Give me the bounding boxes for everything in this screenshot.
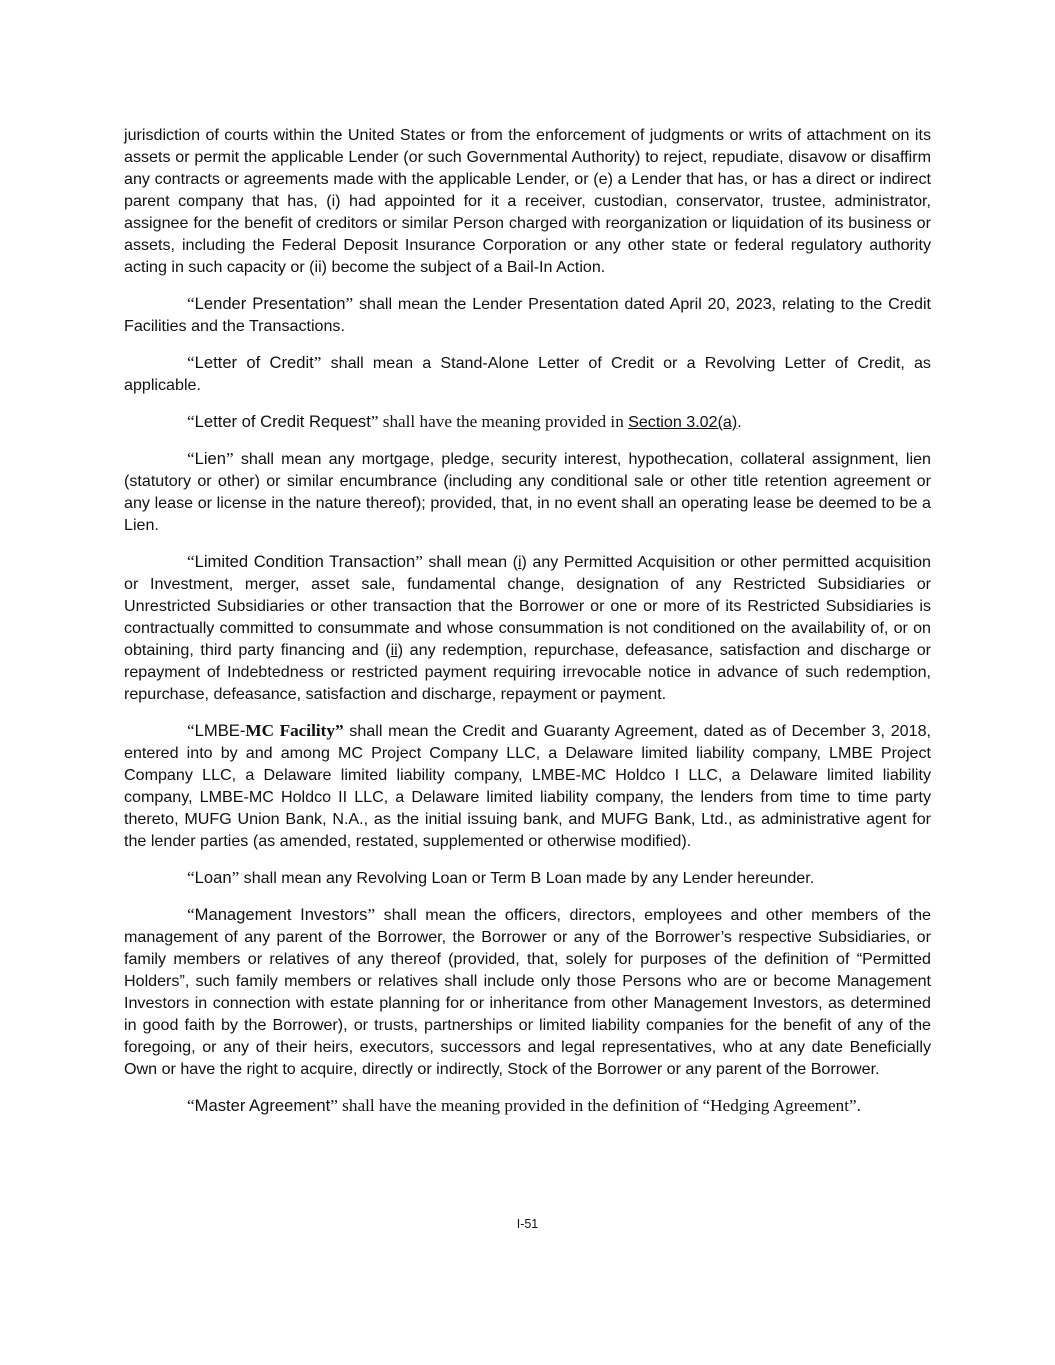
- defined-term: Lien: [194, 449, 227, 468]
- definition-lien: [124, 448, 931, 536]
- open-quote: “: [187, 1096, 195, 1115]
- page-number: I-51: [516, 1217, 539, 1231]
- clause-marker-ii: ii: [390, 641, 398, 659]
- definition-management-investors: [124, 904, 931, 1080]
- definition-text: shall mean the Lender Presentation dated April 20, 2023, relating to the Credit Facilities and the Transactions.: [124, 295, 931, 335]
- definition-text: shall mean the officers, directors, employees and other members of the management of any parent of the Borrower, the Borrower or any of the Borrower’s respective Subsidiaries, or family members or relatives of any thereof (provided, that, solely for purposes of the definition of “Permitted Holders”, such family members or relatives shall include only those Persons who are or become Management Investors in connection with estate planning for or inheritance from other Management Investors, as determined in good faith by the Borrower), or trusts, partnerships or limited liability companies for the benefit of any of the foregoing, or any of their heirs, executors, successors and legal representatives, who at any date Beneficially Own or have the right to acquire, directly or indirectly, Stock of the Borrower or any parent of the Borrower.: [124, 906, 931, 1078]
- defined-term: Limited Condition Transaction: [194, 552, 416, 571]
- definition-text: shall mean (: [422, 553, 518, 571]
- defined-term: Lender Presentation: [194, 294, 346, 313]
- definition-text: shall mean a Stand-Alone Letter of Credit or a Revolving Letter of Credit, as applicable.: [124, 354, 931, 394]
- close-quote: ”: [334, 721, 344, 740]
- section-reference-link[interactable]: Section 3.02(a): [628, 413, 738, 431]
- defined-term: Management Investors: [194, 905, 368, 924]
- open-quote: “: [187, 412, 195, 431]
- close-quote: ”: [313, 353, 322, 372]
- definition-text: ) any redemption, repurchase, defeasance, satisfaction and discharge or repayment of Indebtedness or restricted payment requiring irrevocable notice in advance of such redemption, repurchase, defeasance, satisfaction and discharge, repayment or payment.: [124, 641, 931, 703]
- defined-term-suffix: MC Facility: [245, 721, 335, 740]
- definition-lmbe-mc-facility: [124, 720, 931, 852]
- open-quote: “: [187, 294, 195, 313]
- open-quote: “: [187, 868, 195, 887]
- open-quote: “: [187, 905, 195, 924]
- close-quote: ”: [330, 1096, 338, 1115]
- definition-text: shall mean any mortgage, pledge, security interest, hypothecation, collateral assignment, lien (statutory or other) or similar encumbrance (including any conditional sale or other title retention agreement or any lease or license in the nature thereof); provided, that, in no event shall an operating lease be deemed to be a Lien.: [124, 450, 931, 534]
- close-quote: ”: [367, 905, 376, 924]
- close-quote: ”: [370, 412, 379, 431]
- open-quote: “: [187, 449, 195, 468]
- defined-term: Master Agreement: [194, 1096, 331, 1115]
- open-quote: “: [187, 353, 195, 372]
- close-quote: ”: [345, 294, 354, 313]
- definition-text: shall have the meaning provided in the definition of “Hedging Agreement”.: [337, 1096, 861, 1115]
- definition-letter-of-credit: [124, 352, 931, 396]
- definition-text: ) any Permitted Acquisition or other permitted acquisition or Investment, merger, asset sale, fundamental change, designation of any Restricted Subsidiaries or Unrestricted Subsidiaries or other transaction that the Borrower or one or more of its Restricted Subsidiaries is contractually committed to consummate and whose consummation is not conditioned on the availability of, or on obtaining, third party financing and (: [124, 553, 931, 659]
- definition-text: shall have the meaning provided in: [378, 412, 629, 431]
- definition-text: shall mean the Credit and Guaranty Agreement, dated as of December 3, 2018, entered into by and among MC Project Company LLC, a Delaware limited liability company, LMBE Project Company LLC, a Delaware limited liability company, LMBE-MC Holdco I LLC, a Delaware limited liability company, LMBE-MC Holdco II LLC, a Delaware limited liability company, the lenders from time to time party thereto, MUFG Union Bank, N.A., as the initial issuing bank, and MUFG Bank, Ltd., as administrative agent for the lender parties (as amended, restated, supplemented or otherwise modified).: [124, 722, 932, 850]
- paragraph-continuation: [124, 124, 931, 278]
- close-quote: ”: [415, 552, 423, 571]
- defined-term: Letter of Credit: [194, 353, 314, 372]
- close-quote: ”: [226, 449, 234, 468]
- definition-lender-presentation: [124, 293, 931, 337]
- open-quote: “: [187, 552, 195, 571]
- paragraph-text: jurisdiction of courts within the United States or from the enforcement of judgments or writs of attachment on its assets or permit the applicable Lender (or such Governmental Authority) to reject, repudiate, disavow or disaffirm any contracts or agreements made with the applicable Lender, or (e) a Lender that has, or has a direct or indirect parent company that has, (i) had appointed for it a receiver, custodian, conservator, trustee, administrator, assignee for the benefit of creditors or similar Person charged with reorganization or liquidation of its business or assets, including the Federal Deposit Insurance Corporation or any other state or federal regulatory authority acting in such capacity or (ii) become the subject of a Bail-In Action.: [124, 126, 931, 276]
- definition-letter-of-credit-request: [124, 411, 931, 433]
- document-page: [124, 124, 931, 1132]
- defined-term: Loan: [194, 868, 232, 887]
- defined-term-prefix: LMBE-: [194, 721, 246, 740]
- definition-text-end: .: [737, 413, 742, 431]
- defined-term: Letter of Credit Request: [194, 412, 371, 431]
- definition-master-agreement: [124, 1095, 931, 1117]
- definition-limited-condition-transaction: [124, 551, 931, 705]
- clause-marker-i: i: [517, 553, 522, 571]
- definition-text: shall mean any Revolving Loan or Term B Loan made by any Lender hereunder.: [239, 869, 815, 887]
- close-quote: ”: [231, 868, 240, 887]
- definition-loan: [124, 867, 931, 889]
- open-quote: “: [187, 721, 195, 740]
